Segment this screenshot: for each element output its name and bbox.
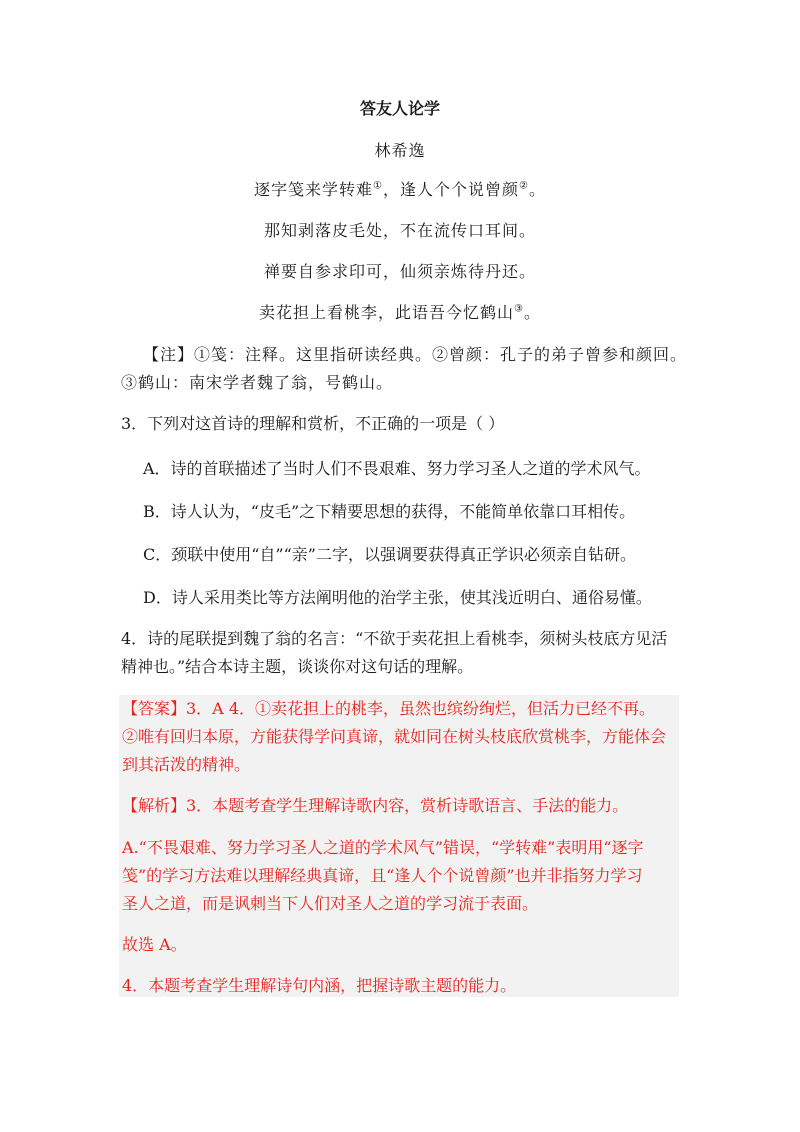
poem-line-4-end: 。 — [523, 303, 541, 322]
question-3-option-c: C．颈联中使用“自”“亲”二字，以强调要获得真正学识必须亲自钻研。 — [143, 545, 636, 564]
analysis-line-1: A.“不畏艰难、努力学习圣人之道的学术风气”错误，“学转难”表明用“逐字 — [122, 838, 644, 857]
poem-title: 答友人论学 — [359, 99, 440, 118]
answer-line-2: ②唯有回归本原，方能获得学问真谛，就如同在树头枝底欣赏桃李，方能体会 — [122, 727, 667, 746]
poem-line-1-part-a: 逐字笺来学转难 — [254, 180, 374, 199]
analysis-heading: 【解析】3．本题考查学生理解诗歌内容，赏析诗歌语言、手法的能力。 — [122, 796, 629, 815]
analysis-line-2: 笺”的学习方法难以理解经典真谛，且“逢人个个说曾颜”也并非指努力学习 — [122, 866, 643, 885]
question-3-option-b: B．诗人认为，“皮毛”之下精要思想的获得，不能简单依靠口耳相传。 — [143, 502, 636, 521]
answer-line-1: 【答案】3．A 4．①卖花担上的桃李，虽然也缤纷绚烂，但活力已经不再。 — [122, 699, 656, 718]
question-4-line-1: 4．诗的尾联提到魏了翁的名言：“不欲于卖花担上看桃李，须树头枝底方见活 — [121, 629, 668, 648]
poem-line-4-text: 卖花担上看桃李，此语吾今忆鹤山 — [259, 303, 515, 322]
notes-line-2: ③鹤山：南宋学者魏了翁，号鹤山。 — [121, 373, 394, 392]
poem-line-4 — [0, 303, 800, 323]
question-4-line-2: 精神也。”结合本诗主题，谈谈你对这句话的理解。 — [121, 657, 474, 676]
footnote-mark-1: ① — [373, 180, 383, 192]
footnote-mark-2: ② — [519, 180, 529, 192]
poem-line-1-end: 。 — [528, 180, 546, 199]
answer-line-3: 到其活泼的精神。 — [122, 755, 251, 774]
question-3-option-d: D．诗人采用类比等方法阐明他的治学主张，使其浅近明白、通俗易懂。 — [143, 588, 652, 607]
analysis-choose: 故选 A。 — [122, 935, 187, 954]
poem-line-2: 那知剥落皮毛处，不在流传口耳间。 — [263, 221, 536, 240]
analysis-q4-heading: 4．本题考查学生理解诗句内涵，把握诗歌主题的能力。 — [122, 976, 517, 995]
footnote-mark-3: ③ — [514, 303, 524, 315]
notes-line-1: 【注】①笺：注释。这里指研读经典。②曾颜：孔子的弟子曾参和颜回。 — [143, 345, 688, 364]
poem-author: 林希逸 — [374, 141, 426, 160]
question-3-stem: 3．下列对这首诗的理解和赏析，不正确的一项是（ ） — [121, 414, 505, 433]
poem-line-3: 禅要自参求印可，仙须亲炼待丹还。 — [263, 262, 536, 281]
question-3-option-a: A．诗的首联描述了当时人们不畏艰难、努力学习圣人之道的学术风气。 — [143, 459, 651, 478]
poem-line-1-part-b: ，逢人个个说曾颜 — [382, 180, 519, 199]
poem-line-1 — [0, 180, 800, 200]
analysis-line-3: 圣人之道，而是讽刺当下人们对圣人之道的学习流于表面。 — [122, 894, 539, 913]
